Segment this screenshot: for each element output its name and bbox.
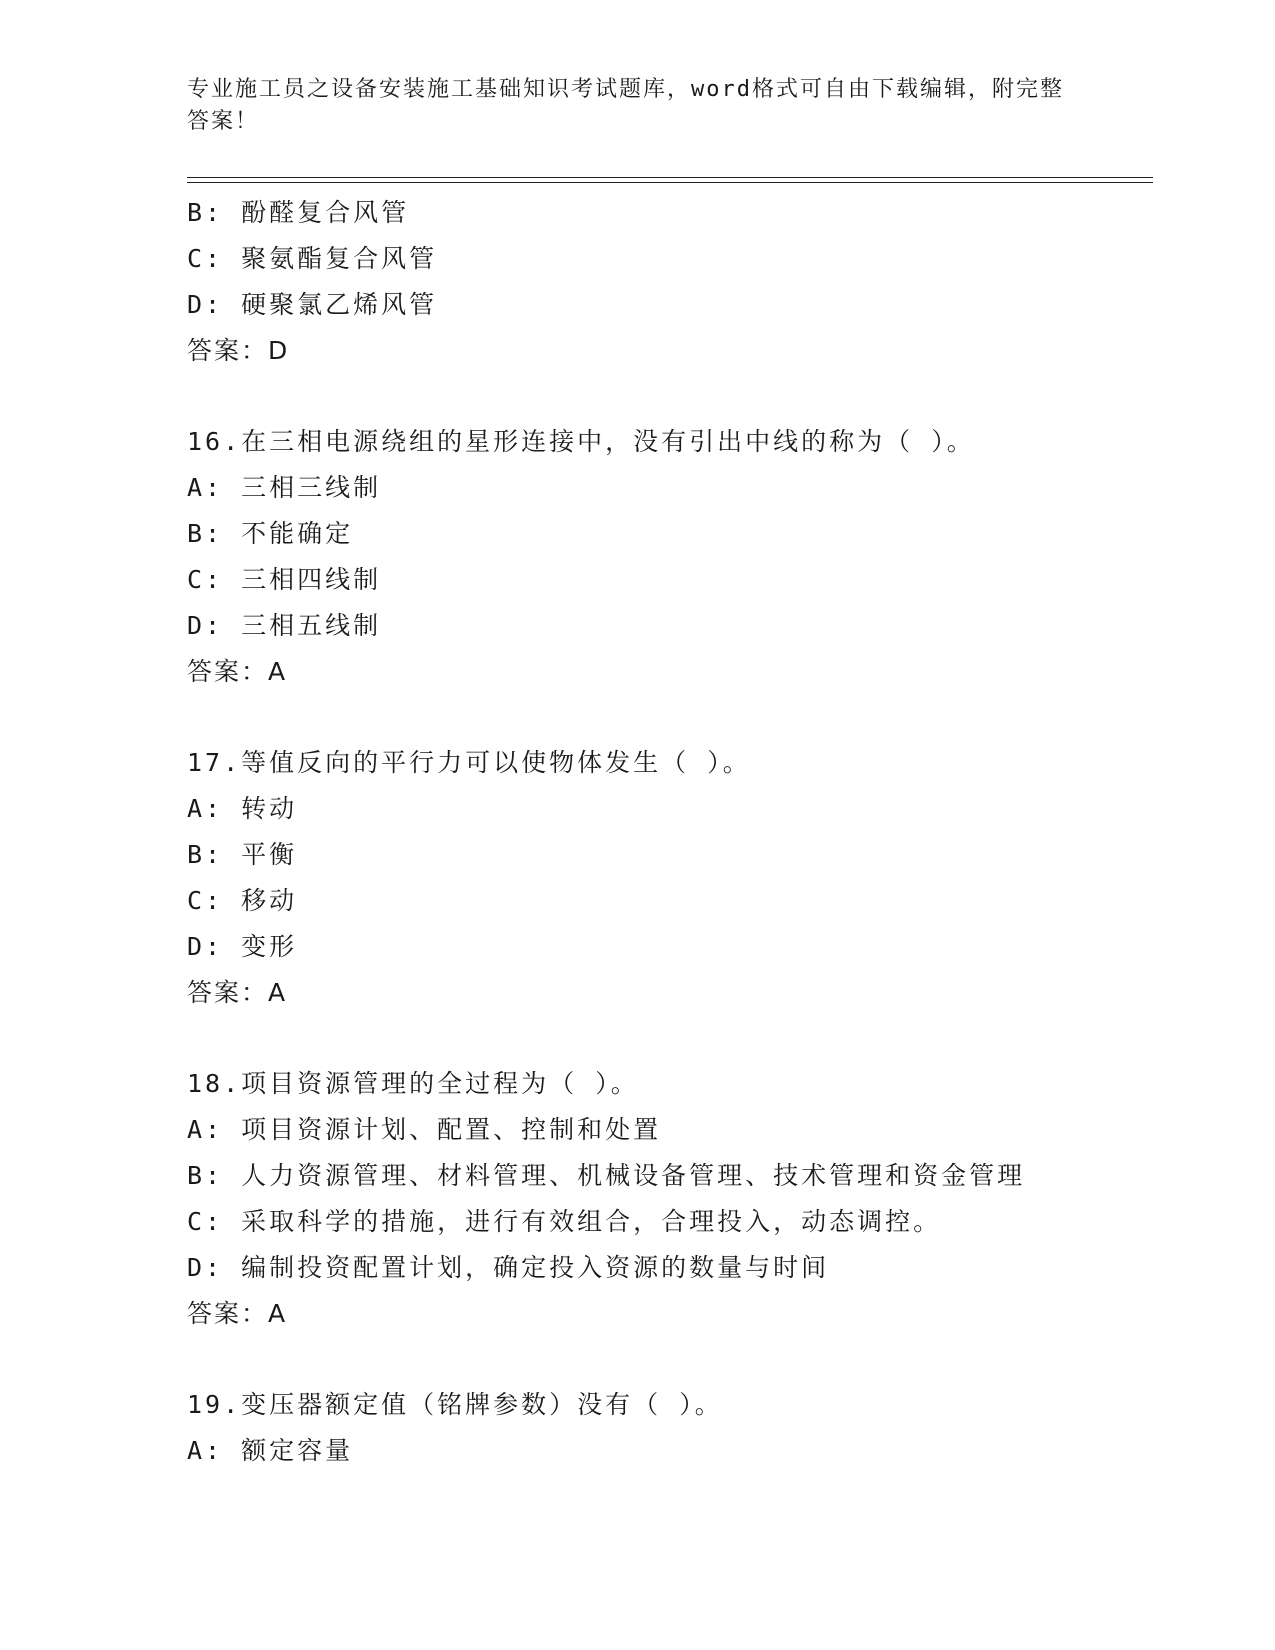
question-text: 16.在三相电源绕组的星形连接中，没有引出中线的称为（ ）。 xyxy=(187,427,975,456)
option-b: B: 酚醛复合风管 xyxy=(187,198,410,227)
document-header: 专业施工员之设备安装施工基础知识考试题库，word格式可自由下载编辑，附完整答案！ xyxy=(187,77,1064,134)
option-b: B: 人力资源管理、材料管理、机械设备管理、技术管理和资金管理 xyxy=(187,1161,1026,1190)
answer-line: 答案：A xyxy=(187,978,288,1007)
answer-line: 答案：D xyxy=(187,336,290,365)
option-c: C: 聚氨酯复合风管 xyxy=(187,244,438,273)
option-a: A: 项目资源计划、配置、控制和处置 xyxy=(187,1115,662,1144)
option-c: C: 移动 xyxy=(187,886,298,915)
option-d: D: 变形 xyxy=(187,932,298,961)
header-divider-top xyxy=(187,177,1153,178)
option-b: B: 平衡 xyxy=(187,840,298,869)
option-a: A: 转动 xyxy=(187,794,298,823)
option-d: D: 硬聚氯乙烯风管 xyxy=(187,290,438,319)
answer-line: 答案：A xyxy=(187,657,288,686)
question-text: 18.项目资源管理的全过程为（ ）。 xyxy=(187,1069,639,1098)
option-b: B: 不能确定 xyxy=(187,519,354,548)
answer-line: 答案：A xyxy=(187,1299,288,1328)
question-block xyxy=(187,190,1153,374)
question-list xyxy=(187,190,1153,1474)
option-c: C: 采取科学的措施，进行有效组合，合理投入，动态调控。 xyxy=(187,1207,942,1236)
option-c: C: 三相四线制 xyxy=(187,565,382,594)
option-d: D: 编制投资配置计划，确定投入资源的数量与时间 xyxy=(187,1253,830,1282)
question-block xyxy=(187,740,1153,1016)
question-block xyxy=(187,1382,1153,1474)
question-text: 17.等值反向的平行力可以使物体发生（ ）。 xyxy=(187,748,751,777)
question-text: 19.变压器额定值（铭牌参数）没有（ ）。 xyxy=(187,1390,723,1419)
option-a: A: 额定容量 xyxy=(187,1436,354,1465)
question-block xyxy=(187,419,1153,695)
question-block xyxy=(187,1061,1153,1337)
option-a: A: 三相三线制 xyxy=(187,473,382,502)
header-divider-bottom xyxy=(187,182,1153,183)
option-d: D: 三相五线制 xyxy=(187,611,382,640)
